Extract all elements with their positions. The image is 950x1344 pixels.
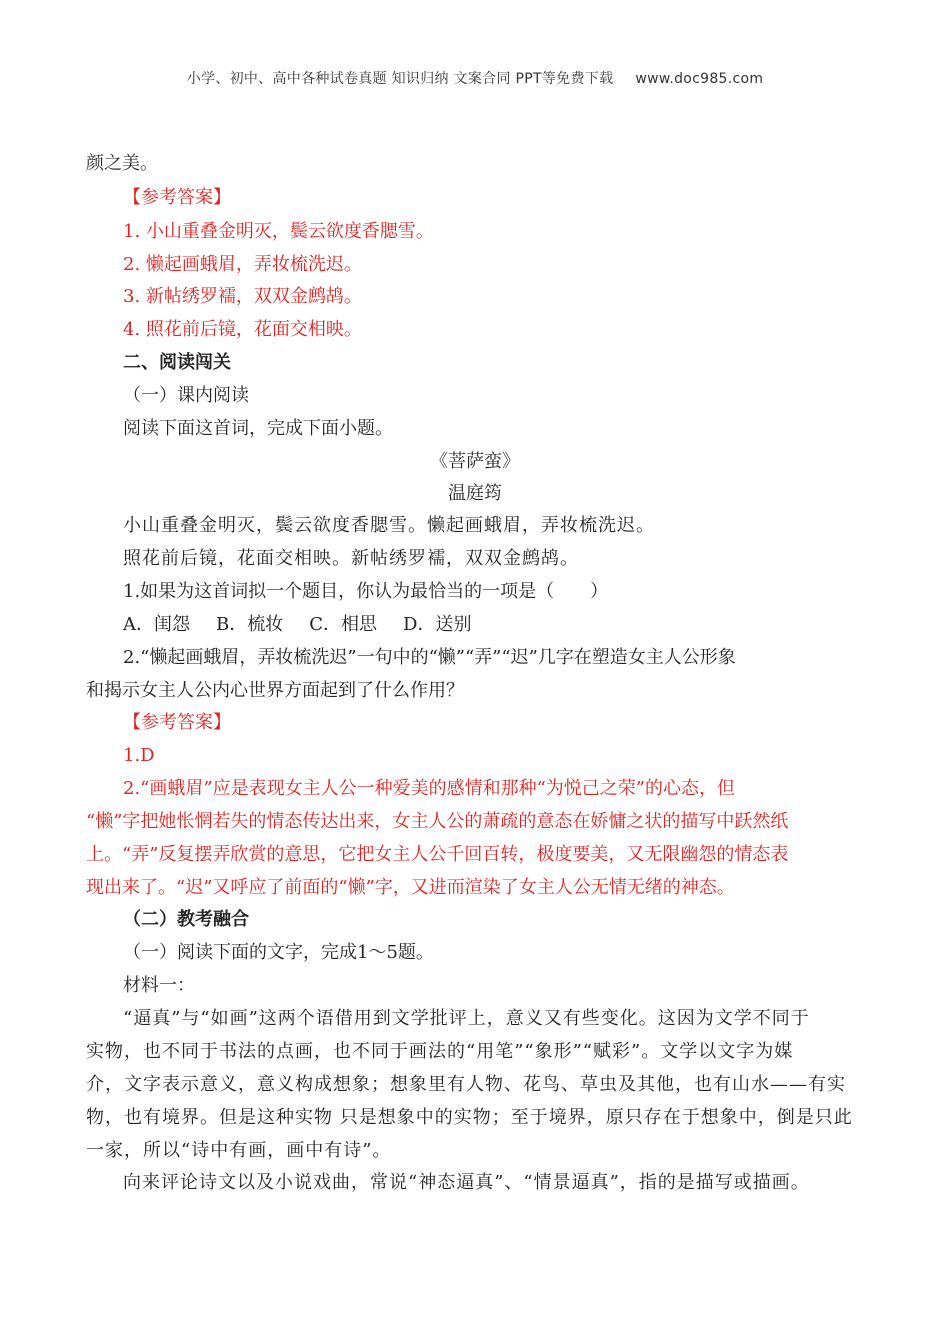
- header-site-link[interactable]: www.doc985.com: [635, 71, 764, 87]
- page-header: [0, 68, 950, 88]
- paragraph-line: 实物，也不同于书法的点画，也不同于画法的“用笔”“象形”“赋彩”。文学以文字为媒: [86, 1041, 794, 1062]
- question-1-options: [123, 613, 901, 637]
- option-b: B．梳妆: [216, 614, 284, 635]
- paragraph-line: 物，也有境界。但是这种实物 只是想象中的实物；至于境界，原只存在于想象中，倒是只此: [86, 1107, 853, 1128]
- answer-paragraph: 2.“画蛾眉”应是表现女主人公一种爱美的感情和那种“为悦己之荣”的心态，但: [123, 778, 735, 799]
- subsection-heading: （二）教考融合: [123, 909, 249, 930]
- answer-line: 3. 新帖绣罗襦，双双金鹧鸪。: [123, 286, 362, 307]
- option-c: C．相思: [309, 614, 378, 635]
- answer-paragraph: 现出来了。“迟”又呼应了前面的“懒”字，又进而渲染了女主人公无情无绪的神态。: [86, 877, 735, 898]
- text-line: 颜之美。: [86, 153, 158, 174]
- option-a: A．闺怨: [123, 614, 190, 635]
- instruction-text: 阅读下面这首词，完成下面小题。: [123, 418, 393, 439]
- paragraph-line: 一家，所以“诗中有画，画中有诗”。: [86, 1140, 392, 1161]
- answer-line: 2. 懒起画蛾眉，弄妆梳洗迟。: [123, 254, 362, 275]
- instruction-text: （一）阅读下面的文字，完成1～5题。: [123, 942, 434, 963]
- answer-paragraph: 上。“弄”反复摆弄欣赏的意思，它把女主人公千回百转，极度要美，又无限幽怨的情态表: [86, 844, 789, 865]
- question-1: 1.如果为这首词拟一个题目，你认为最恰当的一项是（ ）: [123, 581, 609, 602]
- poem-author: 温庭筠: [448, 483, 502, 504]
- header-text: 小学、初中、高中各种试卷真题 知识归纳 文案合同 PPT等免费下载: [186, 71, 614, 87]
- answer-paragraph: “懒”字把她怅惘若失的情态传达出来，女主人公的萧疏的意态在娇慵之状的描写中跃然纸: [86, 811, 789, 832]
- answer-heading: 【参考答案】: [123, 712, 231, 733]
- question-2: 2.“懒起画蛾眉，弄妆梳洗迟”一句中的“懒”“弄”“迟”几字在塑造女主人公形象: [123, 647, 736, 668]
- poem-line: 照花前后镜，花面交相映。新帖绣罗襦，双双金鹧鸪。: [123, 548, 579, 569]
- poem-line: 小山重叠金明灭，鬓云欲度香腮雪。懒起画蛾眉，弄妆梳洗迟。: [123, 515, 655, 536]
- section-heading: 二、阅读闯关: [123, 352, 231, 373]
- paragraph-line: 向来评论诗文以及小说戏曲，常说“神态逼真”、“情景逼真”，指的是描写或描画。: [123, 1172, 810, 1193]
- answer-heading: 【参考答案】: [123, 187, 231, 208]
- poem-title: 《菩萨蛮》: [430, 451, 520, 472]
- material-label: 材料一：: [123, 975, 195, 996]
- paragraph-line: 介，文字表示意义，意义构成想象；想象里有人物、花鸟、草虫及其他，也有山水——有实: [86, 1074, 846, 1095]
- option-d: D．送别: [403, 614, 472, 635]
- answer-line: 1. 小山重叠金明灭，鬓云欲度香腮雪。: [123, 221, 434, 242]
- paragraph-line: “逼真”与“如画”这两个语借用到文学批评上，意义又有些变化。这因为文学不同于: [123, 1008, 810, 1029]
- question-2-cont: 和揭示女主人公内心世界方面起到了什么作用？: [86, 680, 464, 701]
- subsection-heading: （一）课内阅读: [123, 385, 249, 406]
- answer-line: 1.D: [123, 745, 155, 766]
- answer-line: 4. 照花前后镜，花面交相映。: [123, 319, 362, 340]
